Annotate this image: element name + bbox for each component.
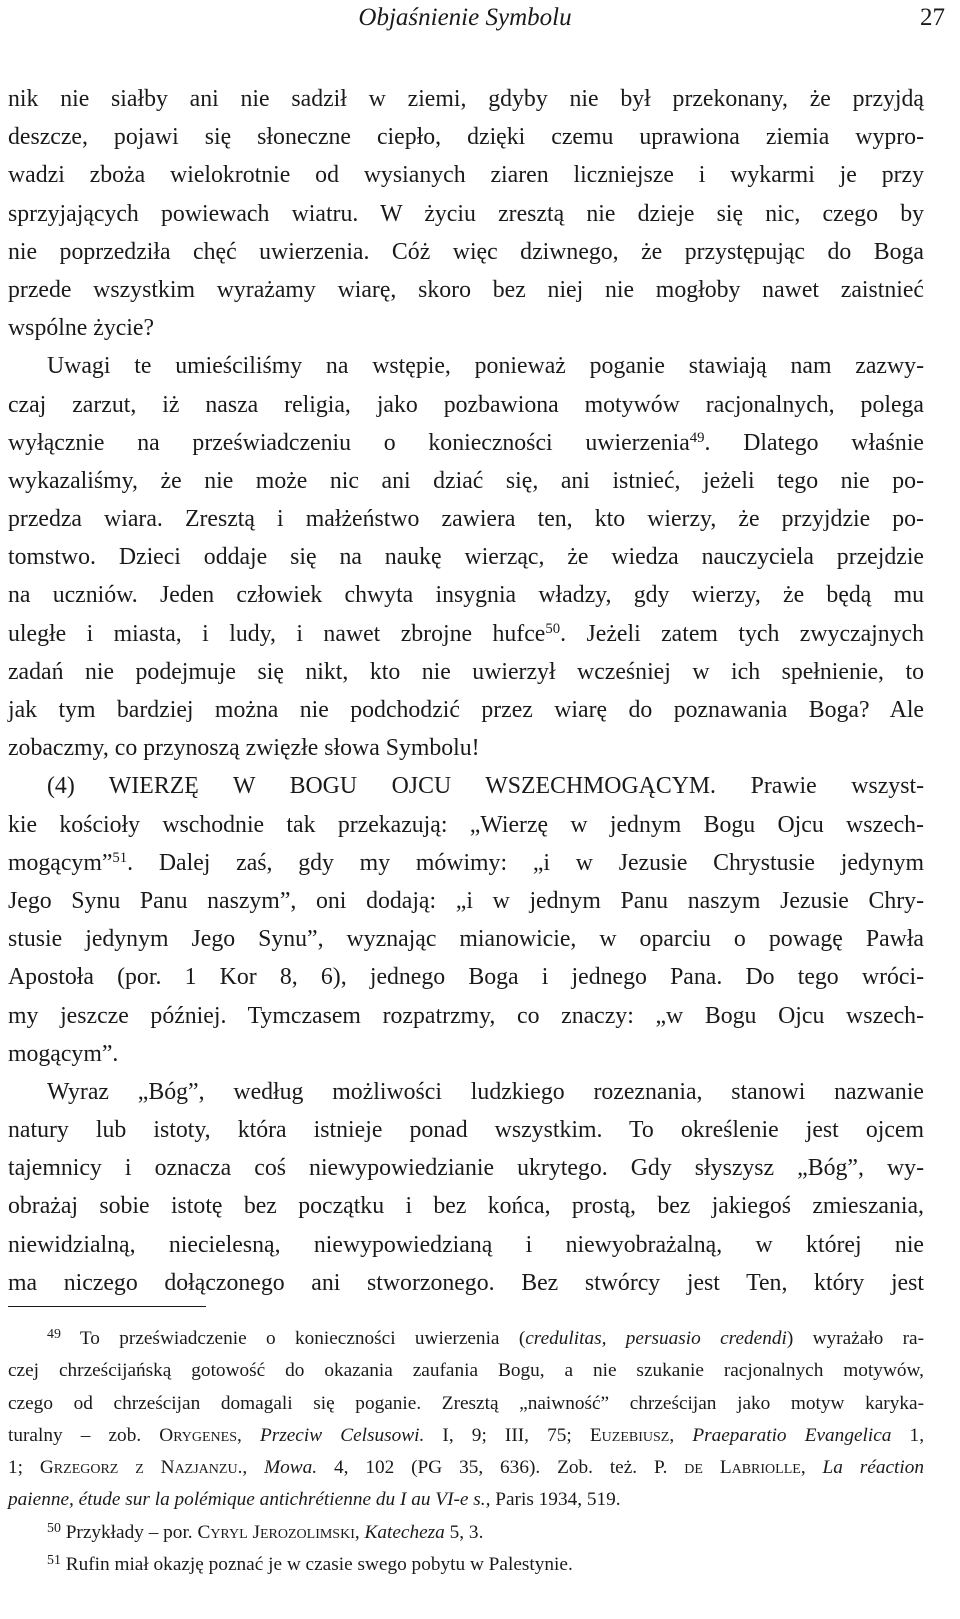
- line-text: natury lub istoty, która istnieje ponad wszystkim. To określenie jest ojcem: [8, 1117, 924, 1144]
- text-line: [8, 195, 924, 233]
- text-line: [8, 920, 924, 958]
- text-line: [8, 1035, 924, 1073]
- line-text: wadzi zboża wielokrotnie od wysianych ziaren liczniejsze i wykarmi je przy: [8, 162, 924, 189]
- line-text: nik nie siałby ani nie sadził w ziemi, gdyby nie był przekonany, że przyjdą: [8, 86, 924, 112]
- line-text: zadań nie podejmuje się nikt, kto nie uwierzył wcześniej w ich spełnienie, to: [8, 658, 924, 685]
- work-title: Przeciw Celsusowi.: [259, 1424, 425, 1446]
- footnote-reference[interactable]: 50: [545, 620, 561, 637]
- author-name: Orygenes: [159, 1424, 238, 1446]
- text-line: [8, 424, 924, 462]
- footnote-text: 5, 3.: [444, 1521, 484, 1543]
- footnote-text: ,: [242, 1457, 265, 1479]
- text-line: [8, 882, 924, 920]
- footnote-text: Paris 1934, 519.: [490, 1489, 621, 1511]
- work-title: paienne, étude sur la polémique antichrétienne du I au VI-e s.,: [8, 1489, 491, 1511]
- line-text: deszcze, pojawi się słoneczne ciepło, dzięki czemu uprawiona ziemia wypro-: [8, 124, 924, 151]
- line-text: Apostoła (por. 1 Kor 8, 6), jednego Boga i jednego Pana. Do tego wróci-: [8, 964, 924, 991]
- footnote-italic: credulitas, persuasio credendi: [525, 1328, 787, 1349]
- text-line: [8, 271, 924, 309]
- footnote-49-line-3: czego od chrześcijan domagali się poganie. Zresztą „naiwność” chrześcijan jako motyw karyka-: [8, 1392, 924, 1414]
- line-text: wykazaliśmy, że nie może nic ani dziać się, ani istnieć, jeżeli tego nie po-: [8, 467, 924, 494]
- text-line: [8, 462, 924, 500]
- line-text: stusie jedynym Jego Synu”, wyznając mianowicie, w oparciu o powagę Pawła: [8, 926, 924, 953]
- line-text: mogącym”.: [8, 1040, 119, 1067]
- text-line: [8, 615, 924, 653]
- text-line: [8, 156, 924, 194]
- author-name: de Labriolle: [684, 1457, 801, 1479]
- line-text: niewidzialną, niecielesną, niewypowiedzianą i niewyobrażalną, w której nie: [8, 1231, 924, 1258]
- line-text: Uwagi te umieściliśmy na wstępie, ponieważ poganie stawiają nam zazwy-: [47, 353, 924, 380]
- line-text: czaj zarzut, iż nasza religia, jako pozbawiona motywów racjonalnych, polega: [8, 391, 924, 418]
- footnote-text: 1;: [8, 1457, 40, 1479]
- footnote-number: 51: [47, 1552, 61, 1568]
- text-line: [8, 1073, 924, 1111]
- line-text: . Jeżeli zatem tych zwyczajnych: [560, 620, 924, 647]
- footnote-text: 1,: [891, 1424, 925, 1446]
- footnote-text: Rufin miał okazję poznać je w czasie swego pobytu w Palestynie.: [65, 1554, 573, 1576]
- line-text: wyłącznie na przeświadczeniu o konieczności uwierzenia: [8, 429, 690, 456]
- text-line: [8, 347, 924, 385]
- footnote-49-line-1: [8, 1323, 924, 1355]
- footnote-49-line-6: [8, 1484, 924, 1516]
- footnote-49-line-4: [8, 1420, 924, 1452]
- line-text: my jeszcze później. Tymczasem rozpatrzmy, co znaczy: „w Bogu Ojcu wszech-: [8, 1002, 924, 1029]
- text-line: [8, 1226, 924, 1264]
- text-line: [8, 691, 924, 729]
- footnote-text: ,: [669, 1424, 693, 1446]
- page-header: [0, 0, 960, 40]
- line-text: . Dlatego właśnie: [704, 429, 924, 456]
- text-line: [8, 806, 924, 844]
- footnote-number: 49: [47, 1326, 61, 1342]
- text-line: [8, 576, 924, 614]
- footnote-text: turalny – zob.: [8, 1424, 160, 1446]
- line-text: (4) WIERZĘ W BOGU OJCU WSZECHMOGĄCYM. Prawie wszyst-: [47, 773, 924, 800]
- text-line: [8, 653, 924, 691]
- text-line: [8, 958, 924, 996]
- line-text: obrażaj sobie istotę bez początku i bez końca, prostą, bez jakiegoś zmieszania,: [8, 1193, 924, 1220]
- footnote-separator: [8, 1306, 206, 1307]
- text-line: [8, 997, 924, 1035]
- work-title: Mowa.: [264, 1457, 318, 1479]
- text-line: [8, 386, 924, 424]
- text-line: [8, 1111, 924, 1149]
- author-name: Cyryl Jerozolimski: [197, 1521, 355, 1543]
- footnote-reference[interactable]: 49: [689, 429, 705, 446]
- text-line: [8, 118, 924, 156]
- main-text: [8, 80, 924, 1302]
- line-text: przedza wiara. Zresztą i małżeństwo zawiera ten, kto wierzy, że przyjdzie po-: [8, 506, 924, 533]
- text-line: [8, 1264, 924, 1302]
- text-line: [8, 309, 924, 347]
- line-text: Wyraz „Bóg”, według możliwości ludzkiego rozeznania, stanowi nazwanie: [47, 1078, 924, 1105]
- text-line: [8, 844, 924, 882]
- work-title: La réaction: [822, 1457, 925, 1479]
- line-text: przede wszystkim wyrażamy wiarę, skoro bez niej nie mogłoby nawet zaistnieć: [8, 276, 924, 303]
- footnote-text: ,: [237, 1424, 260, 1446]
- work-title: Katecheza: [364, 1521, 445, 1543]
- footnote-text: To przeświadczenie o konieczności uwierzenia (: [79, 1328, 526, 1349]
- text-line: [8, 1187, 924, 1225]
- footnotes: [8, 1323, 924, 1581]
- footnote-text: 4, 102 (PG 35, 636). Zob. też. P.: [317, 1457, 685, 1479]
- footnote-49-line-2: czej chrześcijańską gotowość do okazania zaufania Bogu, a nie szukanie racjonalnych motywów,: [8, 1360, 924, 1382]
- line-text: uległe i miasta, i ludy, i nawet zbrojne hufce: [8, 620, 546, 647]
- footnote-50: [8, 1517, 924, 1549]
- author-name: Grzegorz z Nazjanzu.: [39, 1457, 243, 1479]
- line-text: tajemnicy i oznacza coś niewypowiedzianie ukrytego. Gdy słyszysz „Bóg”, wy-: [8, 1155, 924, 1182]
- footnote-reference[interactable]: 51: [112, 849, 128, 866]
- footnote-number: 50: [47, 1520, 61, 1536]
- line-text: na uczniów. Jeden człowiek chwyta insygnia władzy, gdy wierzy, że będą mu: [8, 582, 924, 609]
- line-text: kie kościoły wschodnie tak przekazują: „Wierzę w jednym Bogu Ojcu wszech-: [8, 811, 924, 838]
- text-line: [8, 538, 924, 576]
- text-line: [8, 729, 924, 767]
- footnote-49-line-5: [8, 1452, 924, 1484]
- line-text: tomstwo. Dzieci oddaje się na naukę wierząc, że wiedza nauczyciela przejdzie: [8, 544, 924, 571]
- page-number: 27: [920, 4, 945, 31]
- footnote-text: ,: [800, 1457, 823, 1479]
- line-text: wspólne życie?: [8, 315, 155, 342]
- footnote-text: Przykłady – por.: [65, 1521, 198, 1543]
- running-title: Objaśnienie Symbolu: [358, 4, 572, 31]
- text-line: [8, 80, 924, 118]
- text-line: [8, 1149, 924, 1187]
- line-text: Jego Synu Panu naszym”, oni dodają: „i w jednym Panu naszym Jezusie Chry-: [8, 887, 924, 914]
- footnote-51: [8, 1549, 924, 1581]
- text-line: [8, 767, 924, 805]
- footnote-text: I, 9; III, 75;: [424, 1424, 590, 1446]
- line-text: mogącym”: [8, 849, 113, 876]
- author-name: Euzebiusz: [589, 1424, 670, 1446]
- work-title: Praeparatio Evangelica: [692, 1424, 892, 1446]
- line-text: zobaczmy, co przynoszą zwięzłe słowa Symbolu!: [8, 735, 480, 762]
- footnote-text: ,: [354, 1521, 365, 1543]
- text-line: [8, 233, 924, 271]
- line-text: nie poprzedziła chęć uwierzenia. Cóż więc dziwnego, że przystępując do Boga: [8, 238, 924, 265]
- line-text: sprzyjających powiewach wiatru. W życiu zresztą nie dzieje się nic, czego by: [8, 200, 924, 227]
- line-text: jak tym bardziej można nie podchodzić przez wiarę do poznawania Boga? Ale: [8, 697, 924, 723]
- text-line: [8, 500, 924, 538]
- line-text: ma niczego dołączonego ani stworzonego. Bez stwórcy jest Ten, który jest: [8, 1269, 924, 1296]
- footnote-text: ) wyrażało ra-: [786, 1328, 924, 1349]
- line-text: . Dalej zaś, gdy my mówimy: „i w Jezusie Chrystusie jedynym: [127, 849, 924, 876]
